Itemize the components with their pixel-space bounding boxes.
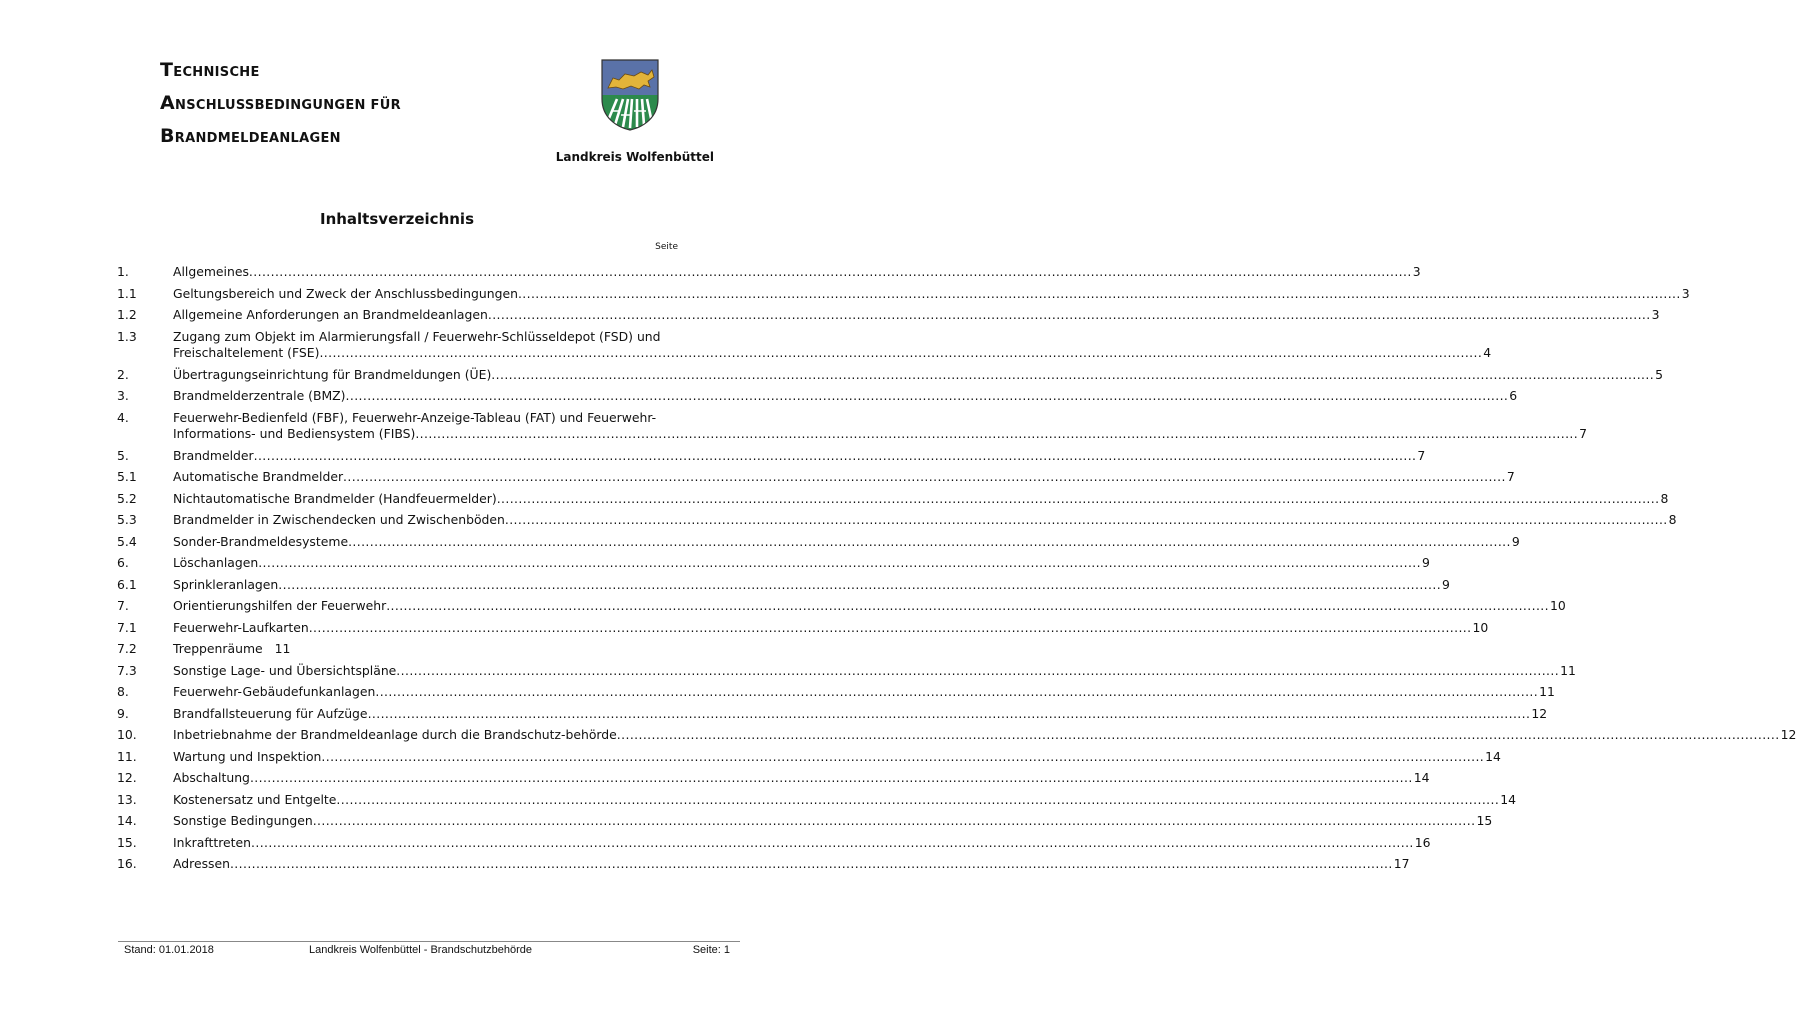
toc-entry-number: 13. [117,791,137,807]
toc-entry[interactable] [117,598,1566,615]
toc-entry-number: 11. [117,748,137,764]
title-rest: RANDMELDEANLAGEN [174,131,341,146]
toc-entry-number: 6.1 [117,576,137,592]
toc-entry-number: 5.2 [117,490,137,506]
toc-entry-body [173,770,1429,787]
toc-entry-title: Kostenersatz und Entgelte [173,791,337,807]
toc-entry-number: 9. [117,705,129,721]
toc-dot-leader [617,727,1780,744]
toc-entry-title: Geltungsbereich und Zweck der Anschlussbedingungen [173,285,518,301]
toc-dot-leader [488,307,1651,324]
toc-entry-title: Brandmelder [173,447,254,463]
toc-entry-title: Automatische Brandmelder [173,469,344,484]
toc-heading [0,210,770,228]
toc-entry-page: 3 [1681,285,1690,301]
toc-dot-leader [348,534,1511,551]
toc-entry-line [173,792,1516,809]
toc-entry-body [173,598,1566,615]
toc-entry-body [173,534,1520,551]
toc-entry-number: 7. [117,598,129,613]
toc-entry-page: 12 [1780,727,1796,742]
toc-entry-title: Sprinkleranlagen [173,576,279,592]
toc-dot-leader [309,620,1472,637]
toc-entry-line [173,469,1515,486]
toc-entry-body [173,448,1425,465]
toc-entry-number: 7.1 [117,619,137,635]
toc-entry-page: 14 [1500,791,1516,807]
toc-entry-body [173,813,1492,830]
toc-entry-body [173,367,1663,384]
toc-entry-line [173,329,1491,346]
toc-entry[interactable] [117,469,1515,486]
toc-entry-title: Wartung und Inspektion [173,748,322,764]
toc-entry-number: 4. [117,409,129,425]
toc-entry-number: 1.2 [117,307,137,322]
toc-entry-line [173,448,1425,465]
toc-entry-title: Freischaltelement (FSE) [173,345,320,360]
toc-entry-title: Sonstige Bedingungen [173,813,313,828]
toc-entry-page: 11 [1539,684,1555,699]
toc-entry[interactable] [117,388,1518,405]
toc-entry[interactable] [117,748,1501,766]
toc-entry-page: 15 [1476,813,1493,828]
toc-entry-body [173,749,1501,766]
toc-dot-leader [518,286,1681,303]
title-initial: A [160,92,176,114]
toc-entry-title: Brandmelder in Zwischendecken und Zwischenböden [173,512,505,527]
toc-entry[interactable] [117,662,1576,680]
toc-entry-page: 8 [1660,490,1669,506]
toc-entry-number: 5.3 [117,512,137,527]
toc-entry-body [173,663,1576,680]
toc-entry-body [173,684,1555,701]
toc-entry-line [173,663,1576,680]
toc-entry-body [173,410,1587,443]
toc-entry-page: 12 [1531,705,1548,721]
toc-entry-page: 8 [1668,512,1677,527]
toc-entry-number: 16. [117,856,137,871]
toc-entry-line [173,491,1668,508]
toc-entry-page: 7 [1417,447,1426,463]
toc-entry-line [173,856,1410,873]
document-title [160,56,401,155]
toc-entry-line [173,835,1431,852]
toc-entry-line [173,410,1587,427]
toc-entry-body [173,555,1430,572]
toc-dot-leader [336,792,1499,809]
toc-entry-body [173,264,1421,281]
toc-entry[interactable] [117,791,1516,809]
toc-dot-leader [386,598,1549,615]
toc-entry-number: 12. [117,770,137,785]
toc-entry-line [173,388,1517,405]
toc-entry-line [173,345,1491,362]
toc-entry[interactable] [117,409,1587,443]
toc-entry-line [173,684,1555,701]
toc-dot-leader [415,426,1578,443]
toc-entry-line [173,426,1587,443]
toc-entry-page: 10 [1472,619,1489,635]
toc-entry[interactable] [117,770,1430,787]
toc-entry-number: 14. [117,813,137,828]
toc-heading-text: Inhaltsverzeichnis [319,210,474,228]
footer-authority: Landkreis Wolfenbüttel - Brandschutzbehörde [309,944,532,956]
toc-entry-body [173,491,1668,508]
toc-entry-line [173,620,1488,637]
toc-dot-leader [251,835,1414,852]
toc-entry-title: Inkrafttreten [173,834,252,850]
toc-entry-number: 1.3 [117,328,137,344]
toc-dot-leader [258,555,1421,572]
toc-dot-leader [505,512,1668,529]
toc-entry[interactable] [117,264,1421,281]
toc-entry-title: Sonstige Lage- und Übersichtspläne [173,662,397,678]
title-initial: T [160,59,174,81]
coat-of-arms-icon [601,59,659,131]
toc-entry-body [173,469,1515,486]
toc-entry-page: 7 [1506,469,1515,484]
toc-entry-body [173,329,1491,362]
toc-entry-title: Feuerwehr-Laufkarten [173,619,309,635]
toc-dot-leader [491,367,1654,384]
toc-entry[interactable] [117,856,1410,873]
toc-entry-title: Brandmelderzentrale (BMZ) [173,388,346,403]
toc-entry-page: 6 [1509,388,1518,403]
toc-entry-line [173,264,1421,281]
toc-entry-line [173,770,1429,787]
toc-entry-line [173,598,1566,615]
toc-entry-number: 6. [117,555,129,570]
footer-page-number: Seite: 1 [692,944,730,956]
toc-entry-title: Zugang zum Objekt im Alarmierungsfall / Feuerwehr-Schlüsseldepot (FSD) und [173,328,661,344]
toc-entry-page: 4 [1483,345,1492,360]
toc-entry[interactable] [117,307,1660,324]
toc-entry-number: 2. [117,366,129,382]
toc-entry-body [173,577,1450,594]
toc-entry-line [173,727,1796,744]
toc-entry-title: Allgemeines [173,264,249,279]
toc-entry-title: Feuerwehr-Bedienfeld (FBF), Feuerwehr-Anzeige-Tableau (FAT) und Feuerwehr- [173,409,657,425]
toc-entry[interactable] [117,684,1555,701]
toc-dot-leader [319,345,1482,362]
toc-entry[interactable] [117,490,1669,508]
toc-entry[interactable] [117,641,679,658]
toc-dot-leader [230,856,1393,873]
toc-entry-line [173,367,1663,384]
title-line [160,89,401,122]
toc-entry-number: 5.4 [117,533,137,549]
toc-entry-line [173,577,1450,594]
toc-entry-number: 1. [117,264,129,279]
toc-entry-page: 17 [1393,856,1410,871]
toc-entry-body [173,835,1431,852]
toc-entry-body [173,286,1690,303]
toc-entry-page: 3 [1412,264,1421,279]
toc-entry-number: 10. [117,727,137,742]
toc-entry-title: Nichtautomatische Brandmelder (Handfeuermelder) [173,490,497,506]
toc-entry[interactable] [117,619,1489,637]
toc-entry-number: 5. [117,447,129,463]
toc-dot-leader [249,264,1412,281]
toc-entry[interactable] [117,533,1520,551]
toc-entry-line [173,555,1430,572]
toc-entry-line [173,512,1677,529]
toc-entry-body [173,727,1796,744]
toc-entry-page: 14 [1485,748,1501,764]
toc-entry-number: 7.2 [117,641,137,656]
toc-dot-leader [375,684,1538,701]
toc-entry[interactable] [117,285,1690,303]
toc-dot-leader [313,813,1476,830]
toc-entry-number: 5.1 [117,469,137,484]
toc-entry-title: Informations- und Bediensystem (FIBS) [173,426,416,441]
toc-dot-leader [343,469,1506,486]
title-line [160,56,401,89]
toc-entry[interactable] [117,366,1663,384]
footer-divider [118,941,740,942]
toc-entry-title: Allgemeine Anforderungen an Brandmeldeanlagen [173,307,488,322]
toc-entry-page: 7 [1579,426,1587,441]
footer-date: Stand: 01.01.2018 [124,944,214,956]
toc-entry-number: 8. [117,684,129,699]
toc-entry-number: 1.1 [117,285,137,301]
toc-entry-line [173,641,679,658]
toc-entry[interactable] [117,727,1796,744]
toc-dot-leader [250,770,1413,787]
toc-entry-title: Orientierungshilfen der Feuerwehr [173,598,387,613]
toc-entry-page: 11 [1560,662,1576,678]
toc-entry-line [173,307,1660,324]
toc-dot-leader [346,388,1509,405]
toc-entry-number: 7.3 [117,662,137,678]
toc-entry[interactable] [117,705,1548,723]
toc-entry-number: 15. [117,834,137,850]
toc-entry-line [173,534,1520,551]
toc-entry-title: Löschanlagen [173,555,259,570]
title-rest: ECHNISCHE [173,65,260,80]
toc-entry-page: 9 [1511,533,1520,549]
table-of-contents [117,264,1796,878]
toc-entry-page: 14 [1413,770,1430,785]
toc-dot-leader [278,577,1441,594]
toc-entry-page: 16 [1414,834,1431,850]
toc-entry[interactable] [117,576,1450,594]
title-initial: B [160,125,175,147]
toc-entry[interactable] [117,328,1492,362]
toc-entry-page: 3 [1651,307,1660,322]
toc-entry-line [173,286,1690,303]
toc-dot-leader [368,706,1531,723]
toc-entry[interactable] [117,512,1677,529]
title-line [160,122,401,155]
toc-entry-title: Abschaltung [173,770,250,785]
toc-entry-body [173,792,1516,809]
toc-entry[interactable] [117,555,1430,572]
organization-name: Landkreis Wolfenbüttel [555,150,714,164]
toc-entry-body [173,856,1410,873]
toc-entry[interactable] [117,834,1431,852]
toc-entry-title: Adressen [173,856,230,871]
toc-dot-leader [254,448,1417,465]
toc-entry-page: 9 [1421,555,1430,570]
toc-entry-body [173,307,1660,324]
toc-entry-title: Sonder-Brandmeldesysteme [173,533,349,549]
toc-entry-title: Übertragungseinrichtung für Brandmeldungen (ÜE) [173,366,492,382]
toc-entry-body [173,641,679,658]
toc-entry-page: 9 [1442,576,1450,592]
toc-entry-page: 5 [1655,366,1663,382]
toc-entry-title: Brandfallsteuerung für Aufzüge [173,705,368,721]
toc-entry-body [173,388,1517,405]
toc-entry-title: Treppenräume [173,641,263,656]
toc-entry-title: Inbetriebnahme der Brandmeldeanlage durch die Brandschutz-behörde [173,727,617,742]
title-rest: NSCHLUSSBEDINGUNGEN FÜR [175,98,401,113]
toc-entry-number: 3. [117,388,129,403]
toc-entry-line [173,749,1501,766]
toc-dot-leader [321,749,1484,766]
toc-entry-page: 11 [274,641,291,656]
page-column-label: Seite [655,242,678,252]
toc-entry-body [173,620,1488,637]
toc-entry[interactable] [117,447,1426,465]
toc-entry-body [173,706,1547,723]
toc-entry-line [173,813,1492,830]
toc-entry-page: 10 [1549,598,1566,613]
toc-entry-line [173,706,1547,723]
toc-dot-leader [497,491,1660,508]
toc-entry-title: Feuerwehr-Gebäudefunkanlagen [173,684,376,699]
toc-dot-leader [396,663,1559,680]
toc-entry-body [173,512,1677,529]
toc-entry[interactable] [117,813,1493,830]
